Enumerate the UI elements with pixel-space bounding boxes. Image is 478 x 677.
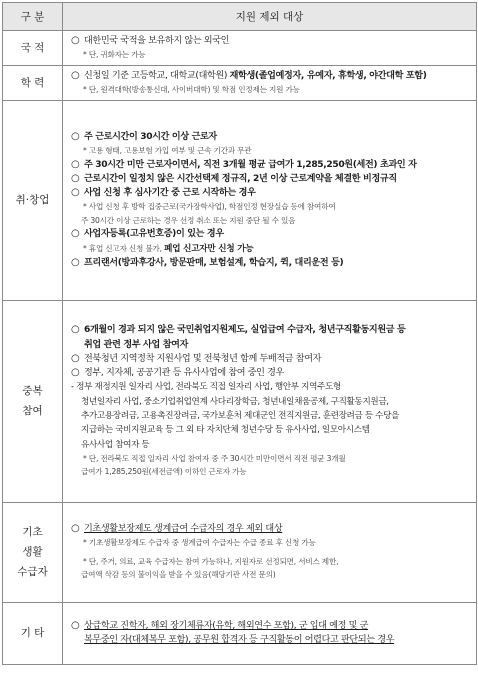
row-other <box>3 602 477 664</box>
header-content: 지원 제외 대상 <box>63 3 477 31</box>
bullet-icon: ○ <box>71 228 80 240</box>
label-employment: 취·창업 <box>3 100 63 300</box>
content-education: ○ 신청일 기준 고등학교, 대학교(대학원) 재학생(졸업예정자, 유예자, 휴학생, 야간대학 포함) * 단, 원격대학(방송통신대, 사이버대학) 및 학점 인정제는 지원 가능 <box>63 65 477 100</box>
bullet-icon: ○ <box>71 187 80 199</box>
table-header-row <box>3 3 477 31</box>
row-employment <box>3 100 477 300</box>
bullet-icon: ○ <box>71 619 80 631</box>
label-other: 기 타 <box>3 602 63 664</box>
content-basic-livelihood: ○ 기초생활보장제도 생계급여 수급자의 경우 제외 대상 * 기초생활보장제도 수급자 중 생계급여 수급자는 수급 종료 후 신청 가능 * 단, 주거, 의료, 교육 수급자는 참여 가능하나, 지원자로 선정되면, 서비스 제한, 급여액 삭감 등의 불이익을 받을 수 있음(해당기관 사전 문의) <box>63 502 477 602</box>
label-basic-livelihood: 기초 생활 수급자 <box>3 502 63 602</box>
bullet-icon: ○ <box>71 367 80 379</box>
content-other: ○ 상급학교 진학자, 해외 장기체류자(유학, 해외연수 포함), 군 입대 예정 및 군 복무중인 자(대체복무 포함), 공무원 합격자 등 구직활동이 어렵다고 판단되는 경우 <box>63 602 477 664</box>
bullet-icon: ○ <box>71 35 80 46</box>
row-basic-livelihood <box>3 502 477 602</box>
bullet-icon: ○ <box>71 324 80 336</box>
header-category: 구 분 <box>3 3 63 31</box>
content-duplicate: ○ 6개월이 경과 되지 않은 국민취업지원제도, 실업급여 수급자, 청년구직활동지원금 등 취업 관련 정부 사업 참여자 ○ 전북청년 지역정착 지원사업 및 전북청년 함께 두배적금 참여자 ○ 정부, 지자체, 공공기관 등 유사사업에 참여 중인 경우 - 정부 재정지원 일자리 사업, 전라북도 직접 일자리 사업, 행안부 지역주도형 청년일자리 사업, 중소기업취업연계 사다리장학금, 청년내일채움공제, 구직활동지원금, 추가고용장려금, 고용촉진장려금, 국가보훈처 제대군인 전직지원금, 훈련장려금 등 수당을 지급하는 국비지원교육 등 그 외 타 자치단체 청년수당 등 유사사업, 일모아시스템 유사사업 참여자 등 * 단, 전라북도 직접 일자리 사업 참여자 중 주 30시간 미만이면서 직전 평균 3개월 급여가 1,285,250원(세전금액) 이하인 근로자 가능 <box>63 300 477 502</box>
bullet-icon: ○ <box>71 69 80 81</box>
row-duplicate <box>3 300 477 502</box>
bullet-icon: ○ <box>71 257 80 269</box>
bullet-icon: ○ <box>71 158 80 170</box>
row-education <box>3 65 477 100</box>
content-nationality: ○ 대한민국 국적을 보유하지 않는 외국인 * 단, 귀화자는 가능 <box>63 31 477 66</box>
row-nationality <box>3 31 477 66</box>
bullet-icon: ○ <box>71 130 80 142</box>
bullet-icon: ○ <box>71 352 80 364</box>
label-education: 학 력 <box>3 65 63 100</box>
label-duplicate: 중복 참여 <box>3 300 63 502</box>
bullet-icon: ○ <box>71 172 80 184</box>
label-nationality: 국 적 <box>3 31 63 66</box>
bullet-icon: ○ <box>71 523 80 535</box>
exclusion-table <box>2 2 477 665</box>
content-employment: ○ 주 근로시간이 30시간 이상 근로자 * 고용 형태, 고용보험 가입 여부 및 근속 기간과 무관 ○ 주 30시간 미만 근로자이면서, 직전 3개월 평균 급여가 1,285,250원(세전) 초과인 자 ○ 근로시간이 일정치 않은 시간선택제 정규직, 2년 이상 근로계약을 체결한 비정규직 ○ 사업 신청 후 심사기간 중 근로 시작하는 경우 * 사업 신청 후 방학 집중근로(국가장학사업), 학점인정 현장실습 등에 참여하여 주 30시간 이상 근로하는 경우 선정 취소 또는 지원 중단 될 수 있음 ○ 사업자등록(고유번호증)이 있는 경우 * 휴업 신고자 신청 불가, 폐업 신고자만 신청 가능 ○ 프리랜서(방과후강사, 방문판매, 보험설계, 학습지, 퀵, 대리운전 등) <box>63 100 477 300</box>
